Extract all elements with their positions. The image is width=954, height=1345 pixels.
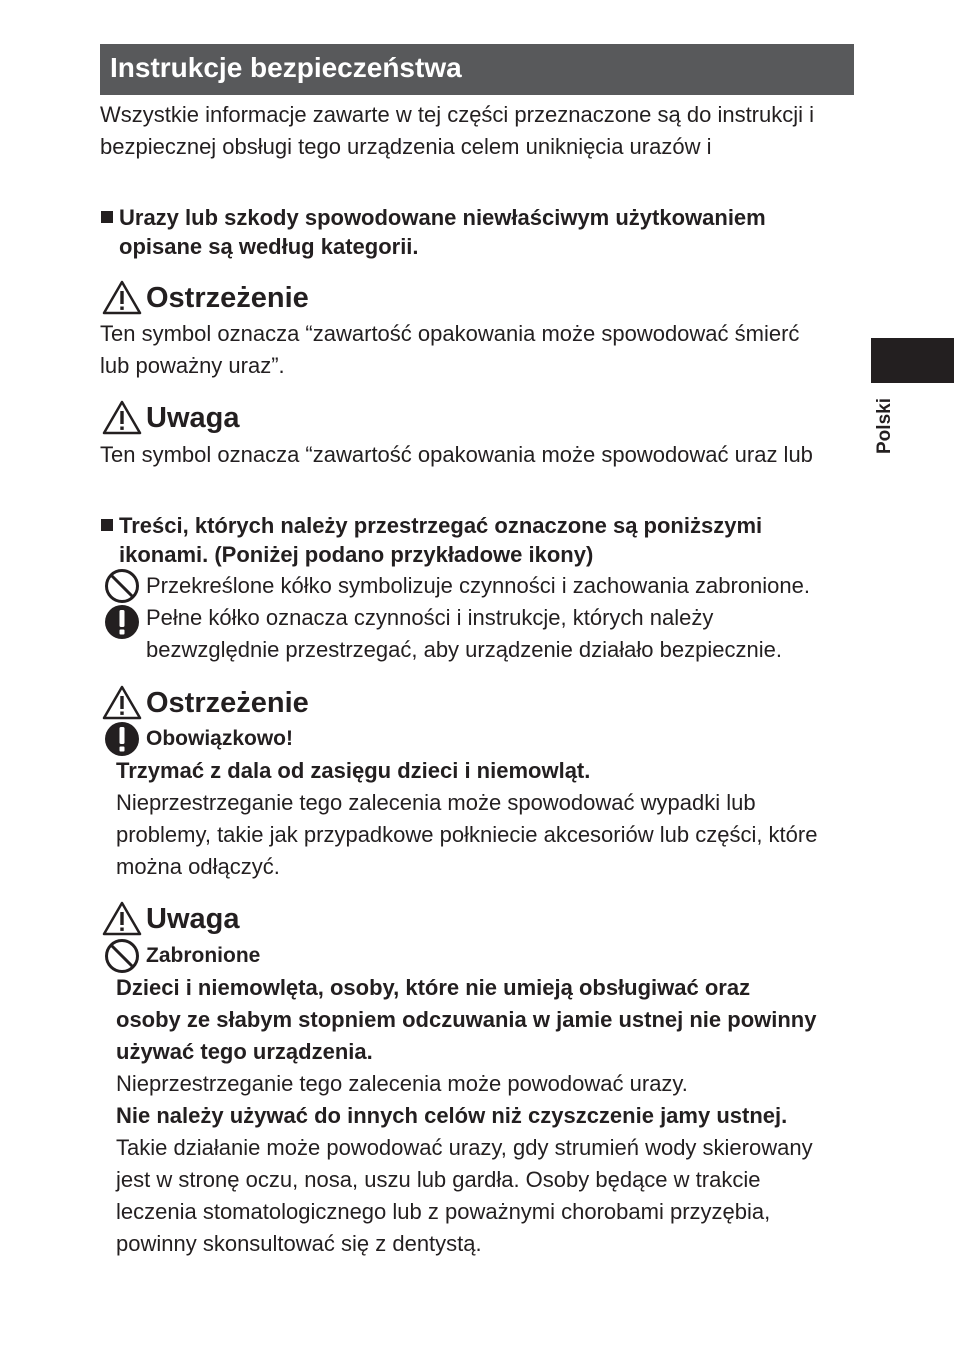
bullet-square-icon [101,211,113,223]
warning-section-line-1: Nieprzestrzeganie tego zalecenia może spowodować wypadki lub [116,790,756,815]
warning-definition-line-2: lub poważny uraz”. [100,353,285,378]
warning-triangle-icon [102,280,142,315]
caution-definition-title: Uwaga [146,402,240,434]
language-tab-marker [871,338,954,383]
mandatory-definition-line-1: Pełne kółko oznacza czynności i instrukcje, których należy [146,605,714,630]
intro-line-2: bezpiecznej obsługi tego urządzenia celem uniknięcia urazów i [100,134,712,159]
warning-section-line-2: problemy, takie jak przypadkowe połkniecie akcesoriów lub części, które [116,822,818,847]
caution-bold-1-line-3: używać tego urządzenia. [116,1039,373,1064]
caution-bold-1-line-1: Dzieci i niemowlęta, osoby, które nie umieją obsługiwać oraz [116,975,751,1000]
language-side-label-text: Polski [874,398,895,454]
caution-triangle-icon [102,901,142,936]
bullet-1-line-1: Urazy lub szkody spowodowane niewłaściwym użytkowaniem [119,205,766,230]
caution-definition-line-1: Ten symbol oznacza “zawartość opakowania może spowodować uraz lub [100,442,813,467]
warning-definition-title: Ostrzeżenie [146,282,309,314]
warning-section-title: Ostrzeżenie [146,687,309,719]
mandatory-definition-line-2: bezwzględnie przestrzegać, aby urządzenie działało bezpiecznie. [146,637,782,662]
bullet-2-line-2: ikonami. (Poniżej podano przykładowe ikony) [119,542,594,567]
prohibited-icon [104,568,140,604]
caution-text-2-line-1: Takie działanie może powodować urazy, gdy strumień wody skierowany [116,1135,813,1160]
section-title: Instrukcje bezpieczeństwa [110,52,462,83]
language-side-label [872,390,898,462]
caution-section-title: Uwaga [146,903,240,935]
warning-section-bold: Trzymać z dala od zasięgu dzieci i niemowląt. [116,758,591,783]
caution-text-2-line-4: powinny skonsultować się z dentystą. [116,1231,482,1256]
bullet-2-line-1: Treści, których należy przestrzegać oznaczone są poniższymi [119,513,763,538]
caution-text-2-line-3: leczenia stomatologicznego lub z poważnymi chorobami przyzębia, [116,1199,771,1224]
mandatory-label: Obowiązkowo! [146,727,293,750]
prohibited-label: Zabronione [146,944,261,967]
warning-triangle-icon [102,685,142,720]
caution-bold-1-line-2: osoby ze słabym stopniem odczuwania w jamie ustnej nie powinny [116,1007,817,1032]
warning-definition-line-1: Ten symbol oznacza “zawartość opakowania może spowodować śmierć [100,321,800,346]
mandatory-icon [104,721,140,757]
intro-line-1: Wszystkie informacje zawarte w tej części przeznaczone są do instrukcji i [100,102,815,127]
caution-text-2-line-2: jest w stronę oczu, nosa, uszu lub gardła. Osoby będące w trakcie [116,1167,761,1192]
caution-triangle-icon [102,400,142,435]
warning-section-line-3: można odłączyć. [116,854,280,879]
bullet-square-icon [101,519,113,531]
prohibited-icon [104,938,140,974]
caution-text-1: Nieprzestrzeganie tego zalecenia może powodować urazy. [116,1071,688,1096]
bullet-heading-2 [101,511,762,540]
mandatory-icon [104,604,140,640]
bullet-1-line-2: opisane są według kategorii. [119,234,419,259]
prohibited-definition: Przekreślone kółko symbolizuje czynności i zachowania zabronione. [146,573,810,598]
caution-bold-2: Nie należy używać do innych celów niż czyszczenie jamy ustnej. [116,1103,788,1128]
bullet-heading-1 [101,203,766,232]
